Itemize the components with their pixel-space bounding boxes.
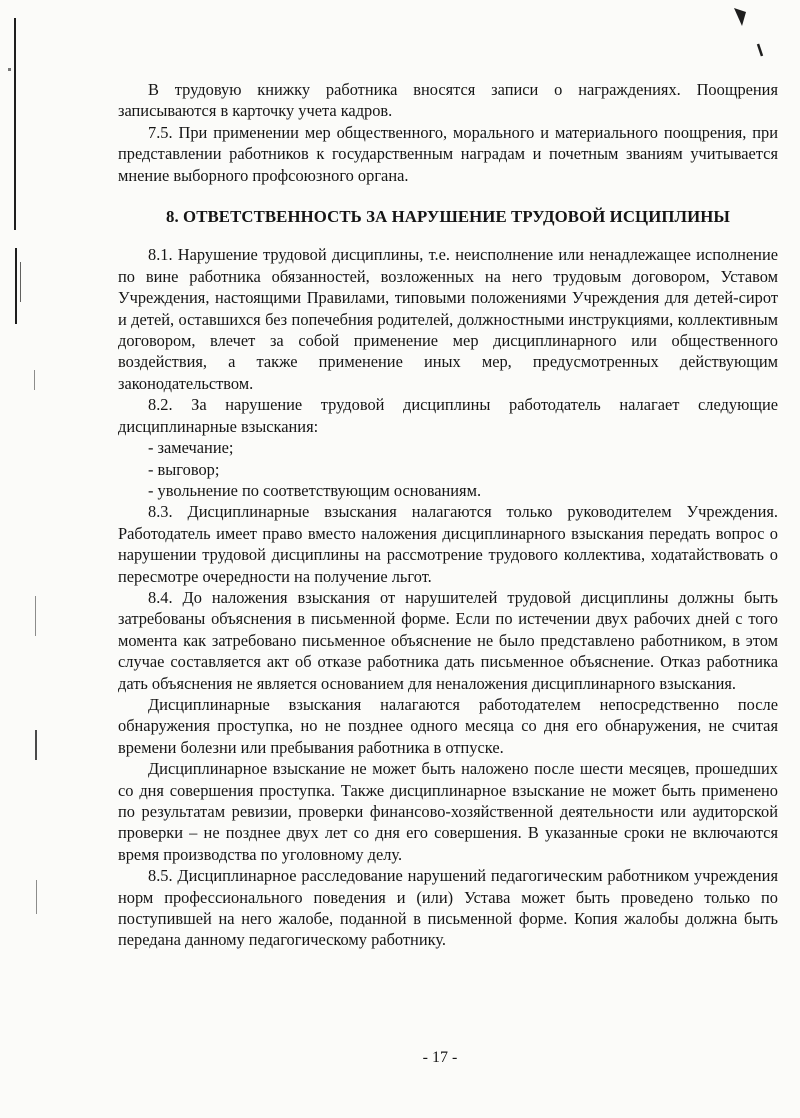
scan-artifact-left-line-1	[14, 18, 16, 230]
scan-artifact-left-line-2	[15, 248, 17, 324]
list-item: - увольнение по соответствующим основаниям.	[148, 480, 482, 500]
paragraph-8-5: 8.5. Дисциплинарное расследование нарушений педагогическим работником учреждения норм профессионального поведения и (или) Устава может быть проведено только по поступившей на него жалобе, поданной в письменной форме. Копия жалобы должна быть передана данному педагогическому работнику.	[118, 866, 778, 950]
document-body	[118, 79, 778, 951]
paragraph-timing-2: Дисциплинарное взыскание не может быть наложено после шести месяцев, прошедших со дня совершения проступка. Также дисциплинарное взыскание не может быть применено по результатам ревизии, проверки финансово-хозяйственной деятельности или аудиторской проверки – не позднее двух лет со дня его совершения. В указанные сроки не включаются время производства по уголовному делу.	[118, 759, 778, 864]
paragraph-timing-1: Дисциплинарные взыскания налагаются работодателем непосредственно после обнаружения проступка, но не позднее одного месяца со дня его обнаружения, не считая времени болезни или пребывания работника в отпуске.	[118, 694, 778, 757]
paragraph-8-3: 8.3. Дисциплинарные взыскания налагаются только руководителем Учреждения. Работодатель имеет право вместо наложения дисциплинарного взыскания передать вопрос о нарушении трудовой дисциплины на рассмотрение трудового коллектива, ходатайствовать о пересмотре очередности на получение льгот.	[118, 502, 778, 586]
scan-artifact-left-line-3	[20, 262, 21, 302]
paragraph-8-2: 8.2. За нарушение трудовой дисциплины работодатель налагает следующие дисциплинарные взыскания:	[118, 395, 778, 436]
scan-artifact-dot	[8, 68, 11, 71]
paragraph-8-4: 8.4. До наложения взыскания от нарушителей трудовой дисциплины должны быть затребованы объяснения в письменной форме. Если по истечении двух рабочих дней с того момента как затребовано письменное объяснение не было представлено работником, в этом случае составляется акт об отказе работника дать письменное объяснение. Отказ работника дать объяснения не является основанием для неналожения дисциплинарного взыскания.	[118, 587, 778, 693]
paragraph-7-5: 7.5. При применении мер общественного, морального и материального поощрения, при представлении работников к государственным наградам и почетным званиям учитывается мнение выборного профсоюзного органа.	[118, 122, 778, 185]
page-number: - 17 -	[422, 1049, 458, 1066]
list-item: - замечание;	[148, 438, 234, 458]
section-heading: 8. ОТВЕТСТВЕННОСТЬ ЗА НАРУШЕНИЕ ТРУДОВОЙ ИСЦИПЛИНЫ	[165, 207, 731, 227]
paragraph-8-1: 8.1. Нарушение трудовой дисциплины, т.е. неисполнение или ненадлежащее исполнение по вине работника обязанностей, возложенных на него трудовым договором, Уставом Учреждения, настоящими Правилами, типовыми положениями Учреждения для детей-сирот и детей, оставшихся без попечебния родителей, должностными инструкциями, коллективным договором, влечет за собой применение мер дисциплинарного или общественного воздействия, а также применение иных мер, предусмотренных действующим законодательством.	[118, 245, 778, 393]
list-item: - выговор;	[148, 459, 220, 479]
scan-artifact-left-line-7	[36, 880, 37, 914]
paragraph-awards-record: В трудовую книжку работника вносятся записи о награждениях. Поощрения записываются в карточку учета кадров.	[118, 80, 778, 121]
scan-artifact-left-line-5	[35, 596, 36, 636]
corner-mark-icon	[728, 4, 768, 64]
scan-artifact-left-line-4	[34, 370, 35, 390]
scan-artifact-left-line-6	[35, 730, 37, 760]
